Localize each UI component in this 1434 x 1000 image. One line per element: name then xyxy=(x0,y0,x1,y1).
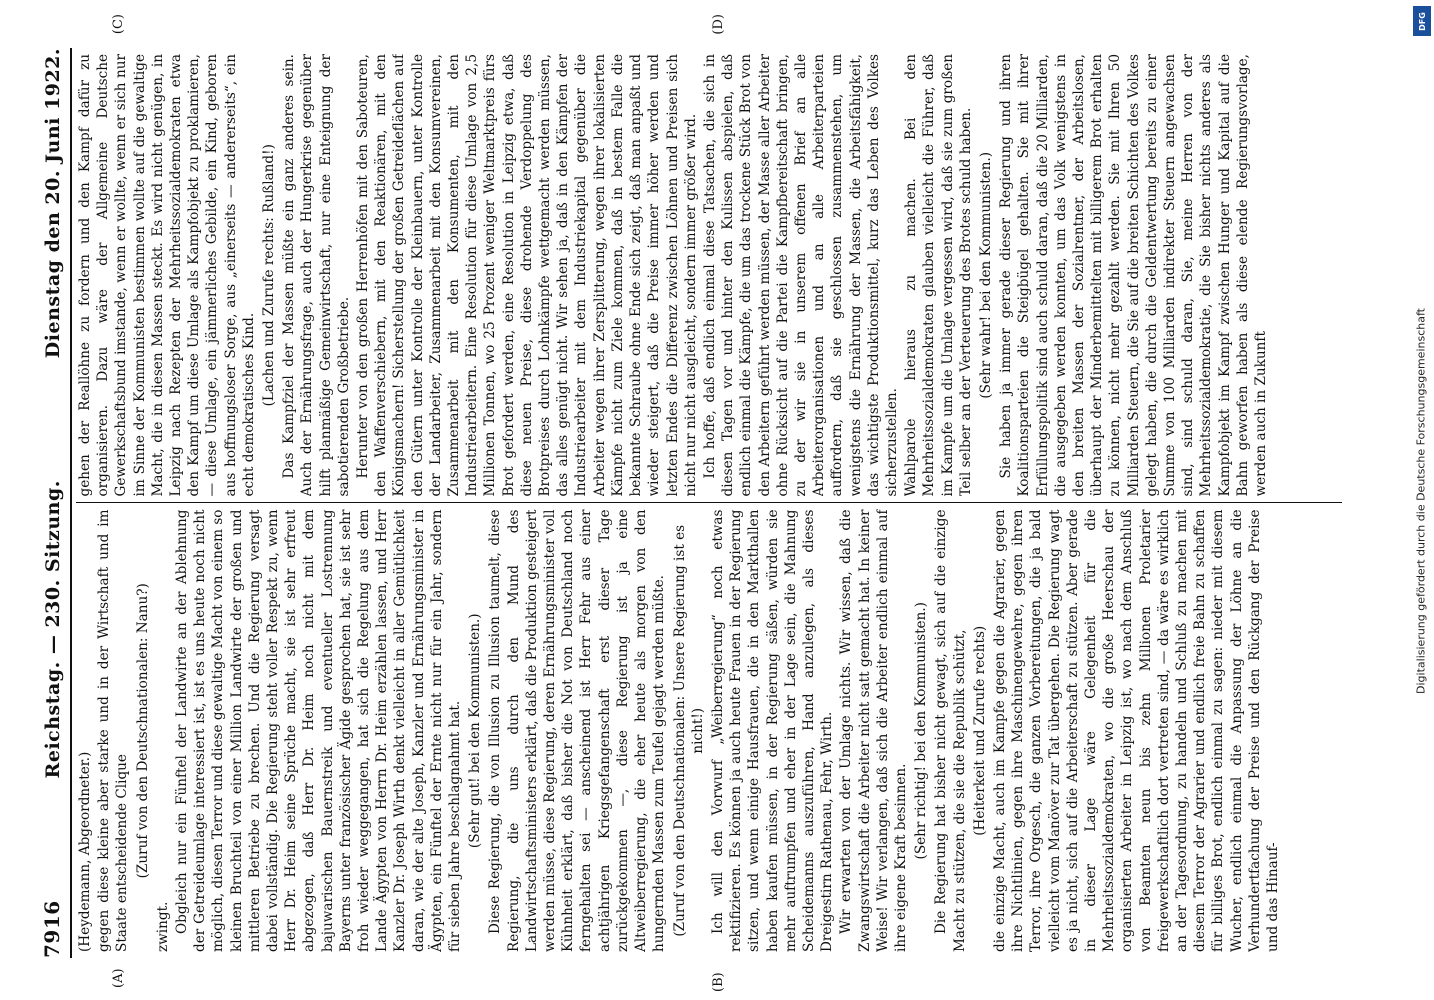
paragraph: Wir erwarten von der Umlage nichts. Wir wissen, daß die Zwangswirtschaft die Arbeiter nicht satt gemacht hat. In keiner Weise! Wir verlangen, daß sich die Arbeiter endlich einmal auf ihre eigene Kraft besinnen. xyxy=(838,509,909,952)
interjection: (Zuruf von den Deutschnationalen: Unsere Regierung ist es nicht!) xyxy=(671,524,706,937)
margin-letter-d: (D) xyxy=(711,14,726,35)
paragraph: Ich hoffe, daß endlich einmal diese Tatsachen, die sich in diesen Tagen vor und hinter den Kulissen abspielen, daß endlich einmal die Kämpfe, die um das trockene Stück Brot von den Arbeitern geführt werden müssen, der Masse aller Arbeiter ohne Rücksicht auf die Partei die Kampfbereitschaft bringen, zu der wir sie in unserem offenen Brief an alle Arbeiterorganisationen und an alle Arbeiterparteien auffordern, daß sie geschlossen zusammenstehen, um wenigstens die Ernährung der Massen, die Arbeitsfähigkeit, das wichtigste Produktionsmittel, kurz das Leben des Volkes sicherzustellen. xyxy=(701,54,900,497)
dfg-logo-text: DFG xyxy=(1417,11,1427,31)
paragraph: gegen diese kleine aber starke und in der Wirtschaft und im Staate entscheidende Clique xyxy=(96,509,131,952)
interjection: (Lachen und Zurufe rechts: Rußland!) xyxy=(261,144,278,407)
paragraph: Wahlparole hieraus zu machen. Bei den Mehrheitssozialdemokraten glauben vielleicht die Führer, daß im Kampfe um die Umlage vergessen wird, daß sie zum großen Teil selber an der Verteuerung des Brotes schuld haben. xyxy=(903,54,974,497)
speaker-line: (Heydemann, Abgeordneter.) xyxy=(77,751,93,952)
margin-letter-c: (C) xyxy=(111,14,126,35)
digitization-credit xyxy=(1410,4,1432,998)
dfg-logo xyxy=(1413,6,1431,36)
paragraph: Die Regierung hat bisher nicht gewagt, sich auf die einzige Macht zu stützen, die sie die Republik schützt, xyxy=(933,509,968,952)
page-header xyxy=(40,48,72,958)
paragraph: Sie haben ja immer gerade dieser Regierung und ihren Koalitionsparteien die Steigbügel gehalten. Sie mit ihrer Erfüllungspolitik sind auch schuld daran, daß die 20 Milliarden, die ausgegeben werden konnten, um das Volk wenigstens in den breiten Massen der Sozialrentner, der Arbeitslosen, überhaupt der Minderbemittelten mit billigerem Brot erhalten zu können, nicht mehr gezahlt werden. Sie mit Ihren 50 Milliarden Steuern, die Sie auf die breiten Schichten des Volkes gelegt haben, die durch die Geldentwertung bereits zu einer Summe von 100 Milliarden indirekter Steuern angewachsen sind, sind schuld daran, Sie, meine Herren von der Mehrheitssozialdemokratie, die Sie bisher nichts anderes als Kampfobjekt im Kampf zwischen Hunger und Kapital auf die Bahn geworfen haben als diese elende Regierungsvorlage, werden auch in Zukunft xyxy=(998,54,1269,497)
session-date: Dienstag den 20. Juni 1922. xyxy=(42,48,64,359)
page-number: 7916 xyxy=(40,900,64,958)
text-columns xyxy=(76,14,1342,992)
paragraph: Das Kampfziel der Massen müßte ein ganz anderes sein. Auch der Ernährungsfrage, auch der Hungerkrise gegenüber hilft planmäßige Gemeinwirtschaft, nur eine Enteignung der sabotierenden Großbetriebe. xyxy=(281,54,352,497)
interjection: (Sehr gut! bei den Kommunisten.) xyxy=(467,613,484,849)
credit-text: Digitalisierung gefördert durch die Deutsche Forschungsgemeinschaft xyxy=(1414,308,1428,694)
interjection: (Sehr wahr! bei den Kommunisten.) xyxy=(977,151,994,399)
interjection: (Zuruf von den Deutschnationalen: Nanu?) xyxy=(134,583,151,879)
interjection: (Heiterkeit und Zurufe rechts) xyxy=(971,625,988,836)
paragraph: Ich will den Vorwurf „Weiberregierung“ noch etwas rektifizieren. Es können ja auch heute Frauen in der Regierung sitzen, und wenn einige Hausfrauen, die in den Markthallen haben kaufen müssen, in der Regierung säßen, würden sie mehr auftrumpfen und eher in der Lage sein, die Mahnung Scheidemanns auszuführen, Hand anzulegen, als dieses Dreigestirn Rathenau, Fehr, Wirth. xyxy=(709,509,836,952)
paragraph: gehen der Reallöhne zu fordern und den Kampf dafür zu organisieren. Dazu wäre der Allgemeine Deutsche Gewerkschaftsbund imstande, wenn er wollte, wenn er sich nur im Sinne der Kommunisten bestimmen wollte auf die gewaltige Macht, die in diesen Massen steckt. Es wird nicht genügen, in Leipzig nach Rezepten der Mehrheitssozialdemokraten etwa den Kampf um diese Umlage als Kampfobjekt zu proklamieren, — diese Umlage, ein jämmerliches Gebilde, ein Kind, geboren aus hoffnungsloser Sorge, aus „einerseits — andererseits“, ein echt demokratisches Kind. xyxy=(77,54,257,497)
paragraph: Obgleich nur ein Fünftel der Landwirte an der Ablehnung der Getreideumlage interessiert ist, ist es uns heute noch nicht möglich, diesen Terror und diese gewaltige Macht von einem so kleinen Bruchteil von einer Million Landwirte der großen und mittleren Betriebe zu brechen. Und die Regierung versagt dabei vollständig. Die Regierung steht voller Respekt zu, wenn Herr Dr. Heim seine Sprüche macht, sie ist sehr erfreut abgezogen, daß Herr Dr. Heim noch nicht mit dem bajuwarischen Bauernstreik und eventueller Lostrennung Bayerns unter französischer Ägide gesprochen hat, sie ist sehr froh wieder weggegangen, hat sich die Regelung aus dem Lande Ägypten von Herrn Dr. Heim erzählen lassen, und Herr Kanzler Dr. Joseph Wirth denkt vielleicht in aller Gemütlichkeit daran, wie der alte Joseph, Kanzler und Ernährungsminister in Ägypten, ein Fünftel der Ernte nicht nur für ein Jahr, sondern für sieben Jahre beschlagnahmt hat. xyxy=(174,509,464,952)
right-column xyxy=(76,14,1342,504)
margin-letter-b: (B) xyxy=(711,972,726,992)
paragraph: zwingt. xyxy=(154,901,171,952)
page-title: Reichstag. — 230. Sitzung. xyxy=(42,480,64,779)
paragraph: Diese Regierung, die von Illusion zu Illusion taumelt, diese Regierung, die uns durch den Mund des Landwirtschaftsministers erklärt, daß die Produktion gesteigert werden müsse, diese Regierung, deren Ernährungsminister voll Kühnheit erklärt, daß bisher die Not von Deutschland noch ferngehalten sei — anscheinend ist Herr Fehr aus einer achtjährigen Kriegsgefangenschaft erst dieser Tage zurückgekommen —, diese Regierung ist ja eine Altweiberregierung, die eher heute als morgen von den hungernden Massen zum Teufel gejagt werden müßte. xyxy=(487,509,668,952)
margin-letter-a: (A) xyxy=(111,968,126,988)
left-column xyxy=(76,504,1342,992)
interjection: (Sehr richtig! bei den Kommunisten.) xyxy=(913,602,930,860)
paragraph: Herunter von den großen Herrenhöfen mit den Saboteuren, den Waffenverschiebern, mit den Reaktionären, mit den Königsmachern! Sicherstellung der großen Getreideflächen auf den Gütern unter Kontrolle der Kleinbauern, unter Kontrolle der Landarbeiter, Zusammenarbeit mit den Konsumvereinen, Zusammenarbeit mit den Konsumenten, mit den Industriearbeitern. Eine Resolution für diese Umlage von 2,5 Millionen Tonnen, wo 25 Prozent weniger Weltmarktpreis fürs Brot gefordert werden, eine Resolution in Leipzig etwa, daß diese neuen Preise, diese drohende Verdoppelung des Brotpreises durch Lohnkämpfe wettgemacht werden müssen, das alles genügt nicht. Wir sehen ja, daß in den Kämpfen der Industriearbeiter mit dem Industriekapital gegenüber die Arbeiter wegen ihrer Zersplitterung, wegen ihrer lokalisierten Kämpfe nicht zum Ziele kommen, daß in bestem Falle die bekannte Schraube ohne Ende sich zeigt, daß man anpaßt und wieder steigert, daß die Preise immer höher werden und letzten Endes die Differenz zwischen Löhnen und Preisen sich nicht nur nicht ausgleicht, sondern immer größer wird. xyxy=(355,54,699,497)
paragraph: die einzige Macht, auch im Kampfe gegen die Agrarier, gegen ihre Nichtlinien, gegen ihre Maschinengewehre, gegen ihren Terror, ihre Orgesch, die ganzen Vorbereitungen, die ja bald vielleicht vom Manöver zur Tat übergehen. Die Regierung wagt es ja nicht, sich auf die Arbeiterschaft zu stützen. Aber gerade in dieser Lage wäre Gelegenheit für die Mehrheitssozialdemokraten, wo die große Heerschau der organisierten Arbeiter in Leipzig ist, wo nach dem Anschluß von Beamten neun bis zehn Millionen Proletarier freigewerkschaftlich dort vertreten sind, — da wäre es wirklich an der Tagesordnung, zu handeln und Schluß zu machen mit diesem Terror der Agrarier und endlich freie Bahn zu schaffen für billiges Brot, endlich einmal zu sagen: nieder mit diesem Wucher, endlich einmal die Anpassung der Löhne an die Verhundertfachung der Preise und den Rückgang der Preise und das Hinauf- xyxy=(991,509,1281,952)
